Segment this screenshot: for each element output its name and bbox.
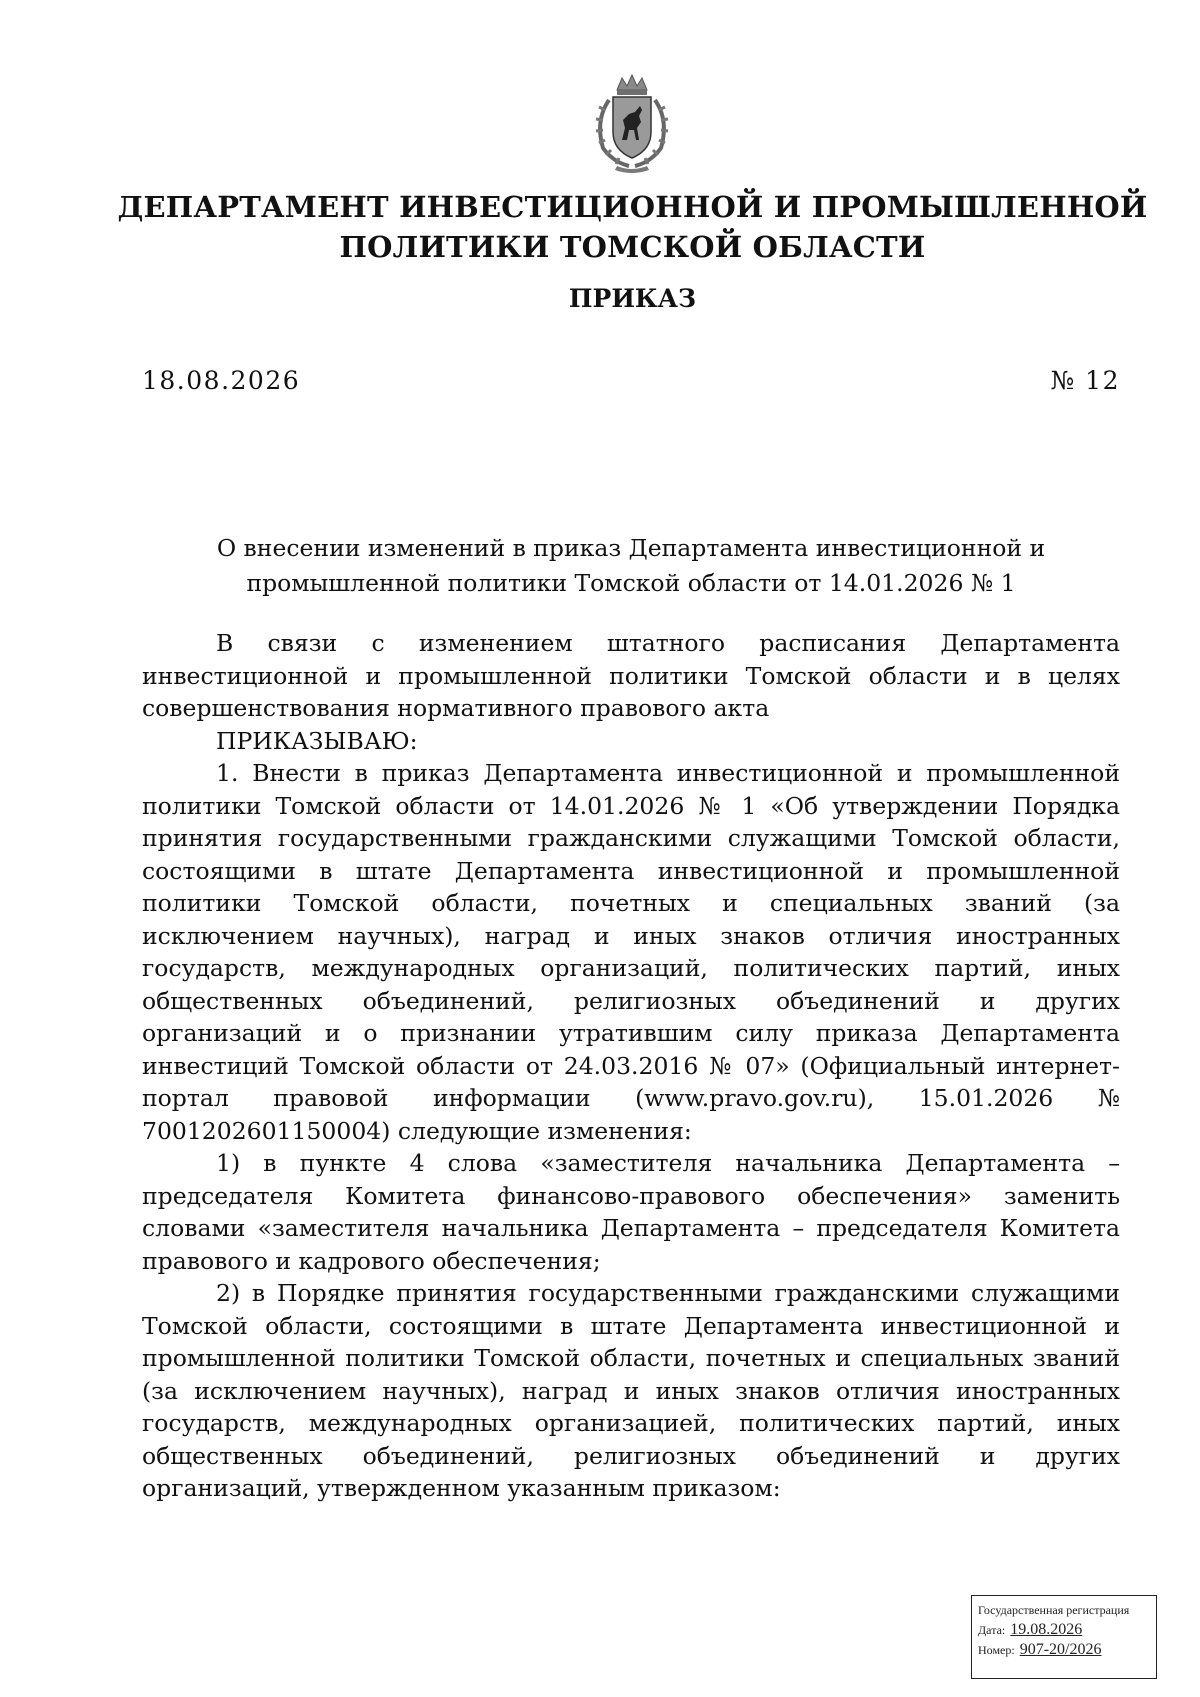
preamble-paragraph: В связи с изменением штатного расписания Департамента инвестиционной и промышленной политики Томской области и в целях совершенствования нормативного правового акта <box>142 629 1120 722</box>
order-body <box>142 627 1120 1505</box>
order-subject <box>142 531 1120 601</box>
registration-number-value: 907-20/2026 <box>1019 1641 1102 1658</box>
registration-date-row <box>978 1620 1150 1640</box>
registration-date-value: 19.08.2026 <box>1010 1621 1083 1638</box>
department-name-line1: ДЕПАРТАМЕНТ ИНВЕСТИЦИОННОЙ И ПРОМЫШЛЕННОЙ <box>117 190 1148 224</box>
subject-line1: О внесении изменений в приказ Департамента инвестиционной и <box>216 534 1046 562</box>
subitem-2-paragraph: 2) в Порядке принятия государственными гражданскими служащими Томской области, состоящими в штате Департамента инвестиционной и промышленной политики Томской области, почетных и специальных званий (за исключением научных), наград и иных знаков отличия иностранных государств, международных организацией, политических партий, иных общественных объединений, религиозных объединений и других организаций, утвержденном указанным приказом: <box>142 1279 1120 1502</box>
department-name-line2: ПОЛИТИКИ ТОМСКОЙ ОБЛАСТИ <box>339 230 926 264</box>
registration-number-row <box>978 1640 1150 1660</box>
registration-date-label: Дата: <box>978 1623 1006 1637</box>
document-type: ПРИКАЗ <box>568 284 697 313</box>
department-name <box>100 187 1165 267</box>
item-1-paragraph: 1. Внести в приказ Департамента инвестиционной и промышленной политики Томской области от 14.01.2026 № 1 «Об утверждении Порядка принятия государственными гражданскими служащими Томской области, состоящими в штате Департамента инвестиционной и промышленной политики Томской области, почетных и специальных званий (за исключением научных), наград и иных знаков отличия иностранных государств, международных организаций, политических партий, иных общественных объединений, религиозных объединений и других организаций и о признании утратившим силу приказа Департамента инвестиций Томской области от 24.03.2016 № 07» (Официальный интернет-портал правовой информации (www.pravo.gov.ru), 15.01.2026 № 7001202601150004) следующие изменения: <box>142 759 1120 1145</box>
order-word: ПРИКАЗЫВАЮ: <box>216 726 418 755</box>
registration-title: Государственная регистрация <box>978 1603 1130 1617</box>
coat-of-arms-icon <box>577 70 687 175</box>
subitem-1-paragraph: 1) в пункте 4 слова «заместителя начальника Департамента – председателя Комитета финансово-правового обеспечения» заменить словами «заместителя начальника Департамента – председателя Комитета правового и кадрового обеспечения; <box>142 1149 1120 1275</box>
registration-number-label: Номер: <box>978 1643 1015 1657</box>
order-date: 18.08.2026 <box>142 366 301 395</box>
registration-stamp <box>971 1595 1157 1679</box>
subject-line2: промышленной политики Томской области от 14.01.2026 № 1 <box>246 569 1016 597</box>
order-number: № 12 <box>1050 366 1120 395</box>
